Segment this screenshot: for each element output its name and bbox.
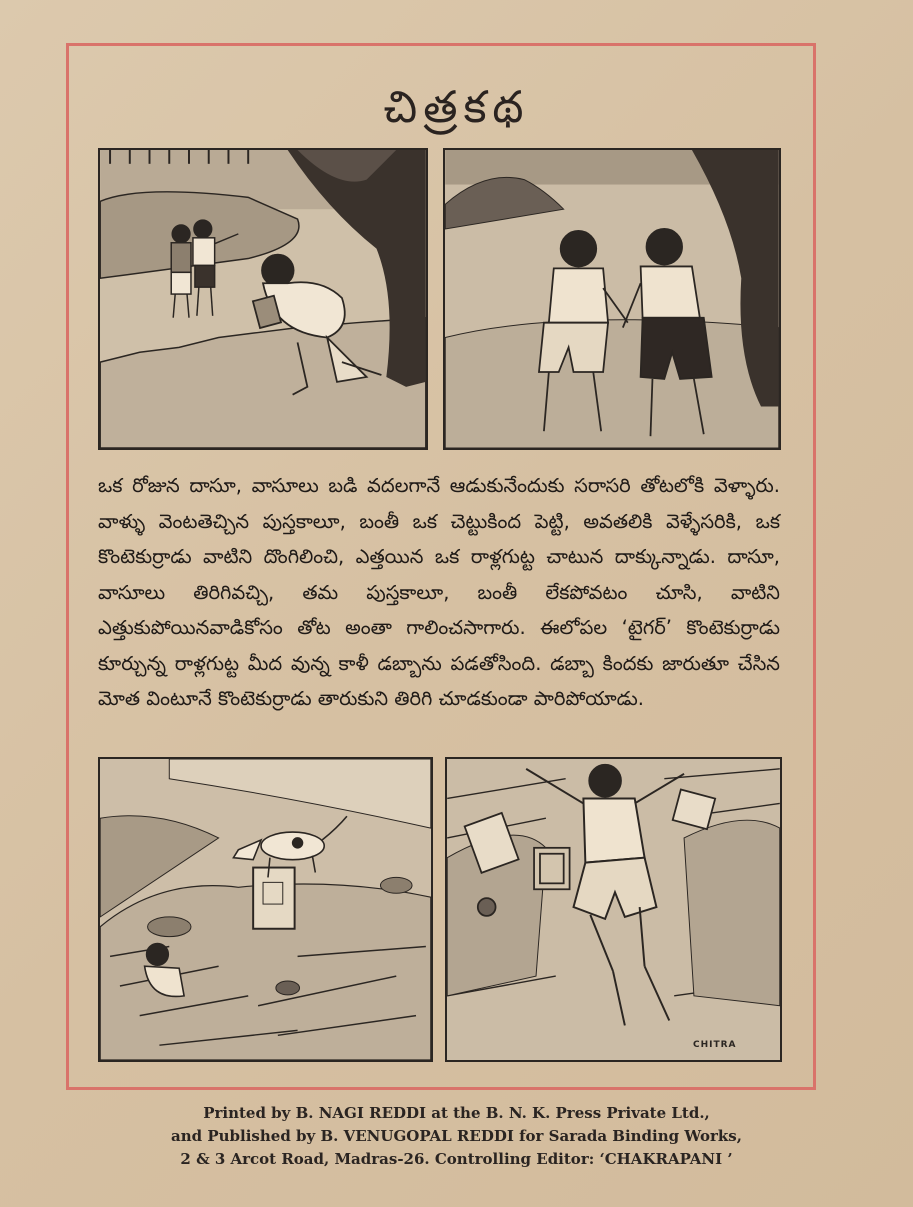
panel-1-illustration xyxy=(100,150,426,448)
story-paragraph: ఒక రోజున దాసూ, వాసూలు బడి వదలగానే ఆడుకునేందుకు సరాసరి తోటలోకి వెళ్ళారు. వాళ్ళు వెంటతెచ్చిన పుస్తకాలూ, బంతీ ఒక చెట్టుకింద పెట్టి, అవతలికి వెళ్ళేసరికి, ఒక కొంటెకుర్రాడు వాటిని దొంగిలించి, ఎత్తయిన ఒక రాళ్లగుట్ట చాటున దాక్కున్నాడు. దాసూ, వాసూలు తిరిగివచ్చి, తమ పుస్తకాలూ, బంతీ లేకపోవటం చూసి, వాటిని ఎత్తుకుపోయినవాడికోసం తోట అంతా గాలించసాగారు. ఈలోపల ‘టైగర్’ కొంటెకుర్రాడు కూర్చున్న రాళ్లగుట్ట మీద వున్న కాళీ డబ్బాను పడతోసింది. డబ్బా కిందకు జారుతూ చేసిన మోత వింటూనే కొంటెకుర్రాడు తారుకుని తిరిగి చూడకుండా పారిపోయాడు. xyxy=(98,474,780,710)
comic-panel-3 xyxy=(98,757,433,1062)
artist-signature: CHITRA xyxy=(693,1040,737,1050)
panel-3-illustration xyxy=(100,759,431,1060)
comic-panel-4 xyxy=(445,757,782,1062)
imprint-line-2: and Published by B. VENUGOPAL REDDI for Sarada Binding Works, xyxy=(171,1127,742,1145)
panel-2-illustration xyxy=(445,150,779,448)
imprint-line-1: Printed by B. NAGI REDDI at the B. N. K. Press Private Ltd., xyxy=(203,1104,710,1122)
page-title: చిత్రకథ xyxy=(383,82,530,133)
imprint-line-3: 2 & 3 Arcot Road, Madras-26. Controlling Editor: ‘CHAKRAPANI ’ xyxy=(180,1150,733,1168)
panel-4-illustration xyxy=(447,759,780,1060)
comic-panel-1 xyxy=(98,148,428,450)
comic-panel-2 xyxy=(443,148,781,450)
imprint-footer xyxy=(0,1102,913,1171)
